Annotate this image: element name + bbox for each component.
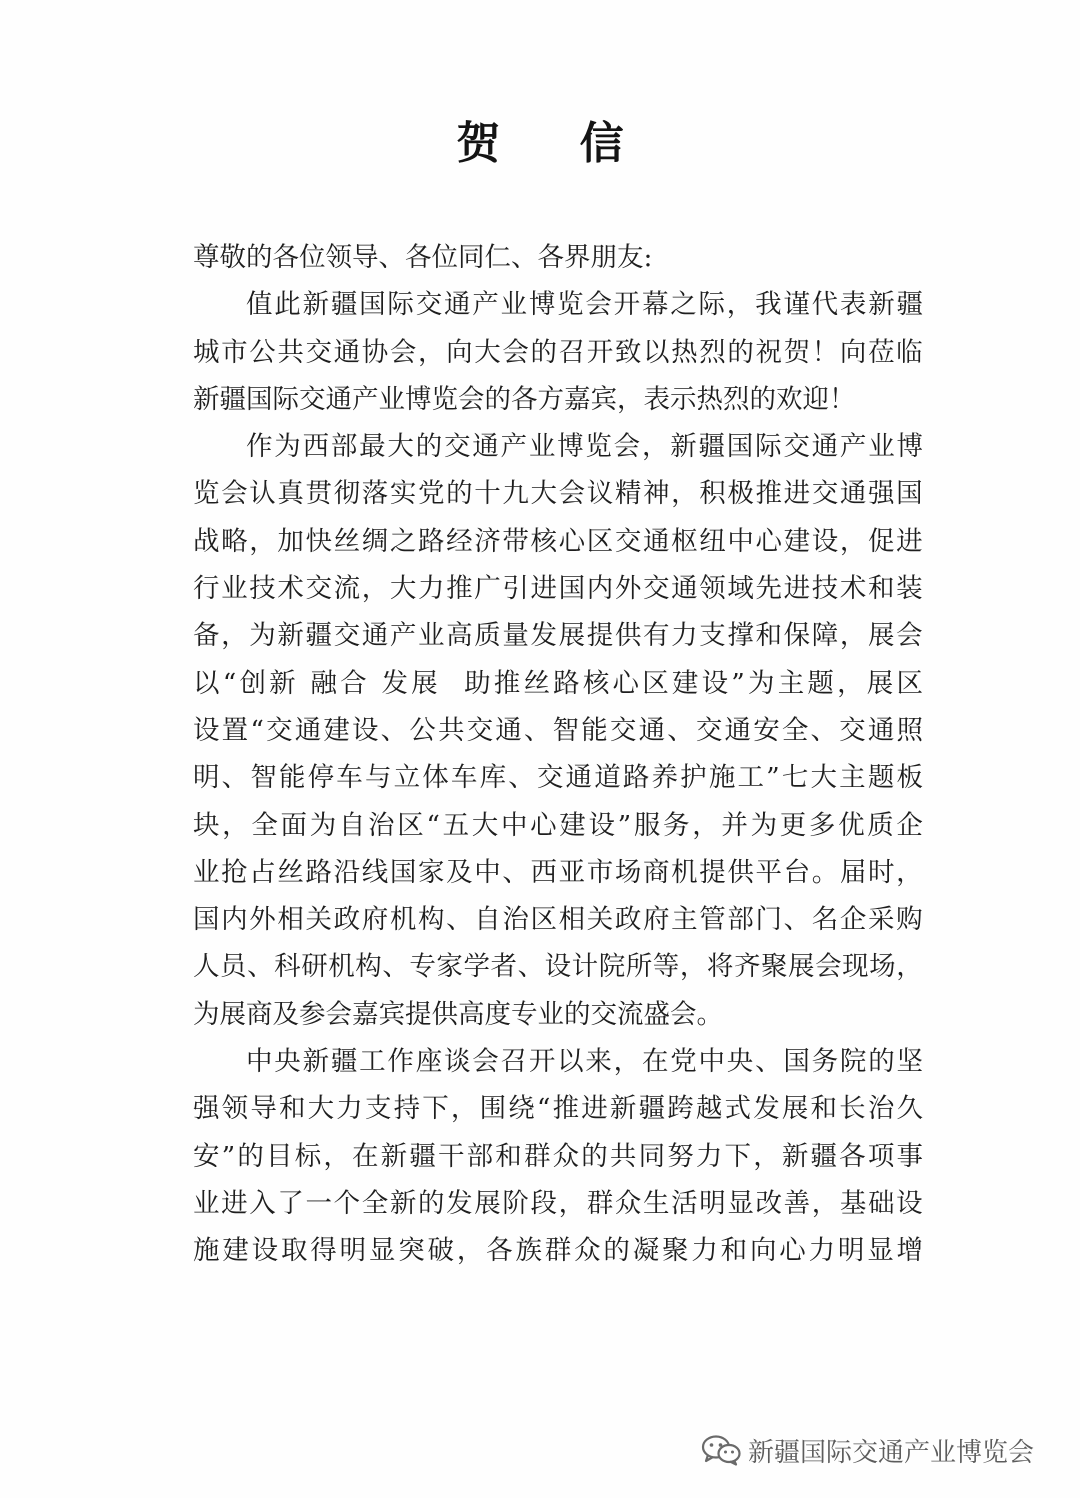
text-line: 城 市 公 共 交 通 协 会 ， 向 大 会 的 召 开 致 以 热 烈 的 祝 贺 ！ 向 莅 临 [193,336,923,368]
watermark-text: 新疆国际交通产业博览会 [748,1437,1035,1468]
text-line: 作 为 西 部 最 大 的 交 通 产 业 博 览 会 ， 新 疆 国 际 交 通 产 业 博 [246,431,923,463]
text-line: 人 员 、 科 研 机 构 、 专 家 学 者 、 设 计 院 所 等 ， 将 齐 聚 展 会 现 场 ， [193,951,923,983]
text-line: 安 ” 的 目 标 ， 在 新 疆 干 部 和 群 众 的 共 同 努 力 下 ， 新 疆 各 项 事 [193,1140,923,1172]
text-line: 览 会 认 真 贯 彻 落 实 党 的 十 九 大 会 议 精 神 ， 积 极 推 进 交 通 强 国 [193,478,923,510]
text-line: 施 建 设 取 得 明 显 突 破 ， 各 族 群 众 的 凝 聚 力 和 向 心 力 明 显 增 [193,1235,923,1267]
text-line: 明 、 智 能 停 车 与 立 体 车 库 、 交 通 道 路 养 护 施 工 ” 七 大 主 题 板 [193,762,923,794]
text-line: 业 进 入 了 一 个 全 新 的 发 展 阶 段 ， 群 众 生 活 明 显 改 善 ， 基 础 设 [193,1187,923,1219]
text-line: 为展商及参会嘉宾提供高度专业的交流盛会。 [193,998,723,1030]
text-line: 以 “ 创 新 融 合 发 展 助 推 丝 路 核 心 区 建 设 ” 为 主 题 ， 展 区 [193,667,923,699]
text-line: 尊敬的各位领导、各位同仁、各界朋友: [193,242,653,273]
text-line: 战 略 ， 加 快 丝 绸 之 路 经 济 带 核 心 区 交 通 枢 纽 中 心 建 设 ， 促 进 [193,525,923,557]
text-line: 行 业 技 术 交 流 ， 大 力 推 广 引 进 国 内 外 交 通 领 域 先 进 技 术 和 装 [193,573,923,605]
wechat-icon [700,1434,742,1466]
text-line: 中 央 新 疆 工 作 座 谈 会 召 开 以 来 ， 在 党 中 央 、 国 务 院 的 坚 [246,1046,923,1078]
text-line: 强 领 导 和 大 力 支 持 下 ， 围 绕 “ 推 进 新 疆 跨 越 式 发 展 和 长 治 久 [193,1093,923,1125]
text-line: 值 此 新 疆 国 际 交 通 产 业 博 览 会 开 幕 之 际 ， 我 谨 代 表 新 疆 [246,289,923,321]
text-line: 业 抢 占 丝 路 沿 线 国 家 及 中 、 西 亚 市 场 商 机 提 供 平 台 。 届 时 ， [193,856,923,888]
text-line: 新疆国际交通产业博览会的各方嘉宾，表示热烈的欢迎！ [193,383,856,415]
text-line: 国 内 外 相 关 政 府 机 构 、 自 治 区 相 关 政 府 主 管 部 门 、 名 企 采 购 [193,904,923,936]
text-line: 备 ， 为 新 疆 交 通 产 业 高 质 量 发 展 提 供 有 力 支 撑 和 保 障 ， 展 会 [193,620,923,652]
text-line: 块 ， 全 面 为 自 治 区 “ 五 大 中 心 建 设 ” 服 务 ， 并 为 更 多 优 质 企 [193,809,923,841]
letter-title: 贺 信 [456,118,656,169]
letter-body [193,234,923,1275]
watermark [700,1432,1034,1468]
text-line: 设 置 “ 交 通 建 设 、 公 共 交 通 、 智 能 交 通 、 交 通 安 全 、 交 通 照 [193,714,923,746]
